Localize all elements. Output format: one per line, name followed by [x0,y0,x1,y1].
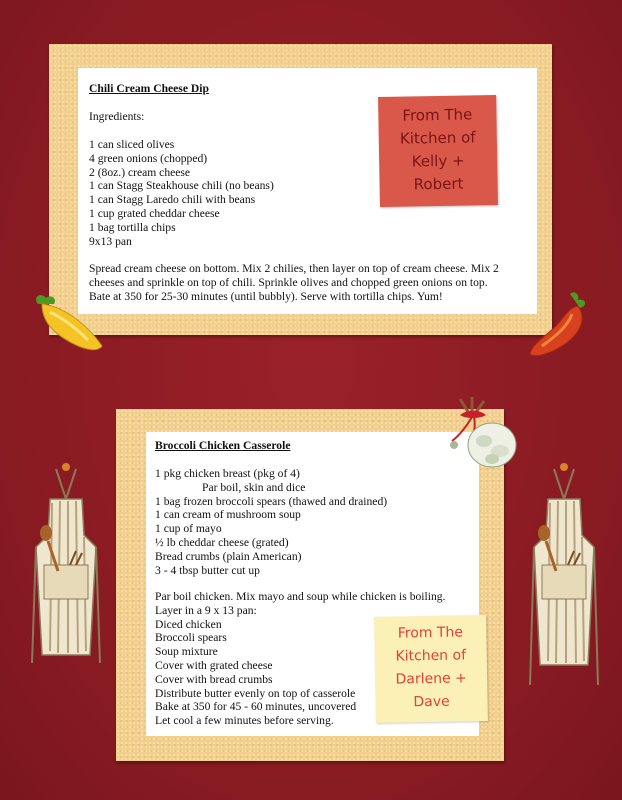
ingredient-item: 2 (8oz.) cream cheese [89,165,191,179]
apron-icon [528,455,600,695]
tag-line: Kelly + [411,151,465,171]
pepper-icon [28,290,108,356]
ingredient-item: 1 pkg chicken breast (pkg of 4) [155,467,300,480]
tag-line: Kitchen of [399,128,476,148]
instruction-line: Spread cream cheese on bottom. Mix 2 chilies, then layer on top of cream cheese. Mix 2 [89,262,499,275]
ingredient-item: 9x13 pan [89,234,132,248]
ingredient-item: 1 cup of mayo [155,522,222,536]
ingredient-item: 3 - 4 tbsp butter cut up [155,563,260,577]
ingredient-item: 1 can Stagg Steakhouse chili (no beans) [89,179,274,193]
tag-line: Darlene + [395,670,467,688]
step-line: Cover with bread crumbs [155,672,273,686]
ingredient-item: 4 green onions (chopped) [89,151,208,165]
ingredient-item: 1 can cream of mushroom soup [155,508,301,522]
ingredient-item: ½ lb cheddar cheese (grated) [155,535,289,549]
ingredient-item: Bread crumbs (plain American) [155,549,302,563]
tag-line: From The [402,105,473,125]
instructions [89,262,534,303]
step-line: Diced chicken [155,617,222,631]
step-line: Layer in a 9 x 13 pan: [155,603,257,617]
instruction-line: Bate at 350 for 25-30 minutes (until bubbly). Serve with tortilla chips. Yum! [89,289,443,303]
step-line: Cover with grated cheese [155,658,273,672]
pepper-icon [528,290,594,360]
tag-line: Kitchen of [395,647,467,665]
ingredient-item: 1 bag frozen broccoli spears (thawed and drained) [155,494,388,508]
tag-line: Robert [413,174,464,194]
ingredient-item: 1 can Stagg Laredo chili with beans [89,193,256,207]
apron-icon [30,455,102,675]
ingredient-item: 1 can sliced olives [89,138,175,151]
step-line: Par boil chicken. Mix mayo and soup while chicken is boiling. [155,590,446,603]
recipe-title: Chili Cream Cheese Dip [89,82,209,95]
kitchen-tag-bottom [374,615,488,723]
ingredient-item: 1 cup grated cheddar cheese [89,206,220,220]
instruction-line: cheeses and sprinkle on top of chili. Sprinkle olives and chopped green onions on top. [89,275,488,289]
step-line: Soup mixture [155,645,218,659]
step-line: Bake at 350 for 45 - 60 minutes, uncovered [155,700,357,714]
recipe-title: Broccoli Chicken Casserole [155,439,291,452]
ingredient-list [89,138,274,248]
tag-line: From The [397,624,464,642]
step-line: Broccoli spears [155,631,227,645]
ingredient-item: Par boil, skin and dice [202,480,306,494]
step-line: Distribute butter evenly on top of casserole [155,686,356,700]
ingredient-item: 1 bag tortilla chips [89,220,176,234]
kitchen-tag-top [378,95,498,207]
ingredient-list [155,467,387,577]
ingredients-label: Ingredients: [89,110,145,123]
step-line: Let cool a few minutes before serving. [155,714,334,728]
mistletoe-icon [430,393,525,481]
tag-line: Dave [413,693,450,711]
